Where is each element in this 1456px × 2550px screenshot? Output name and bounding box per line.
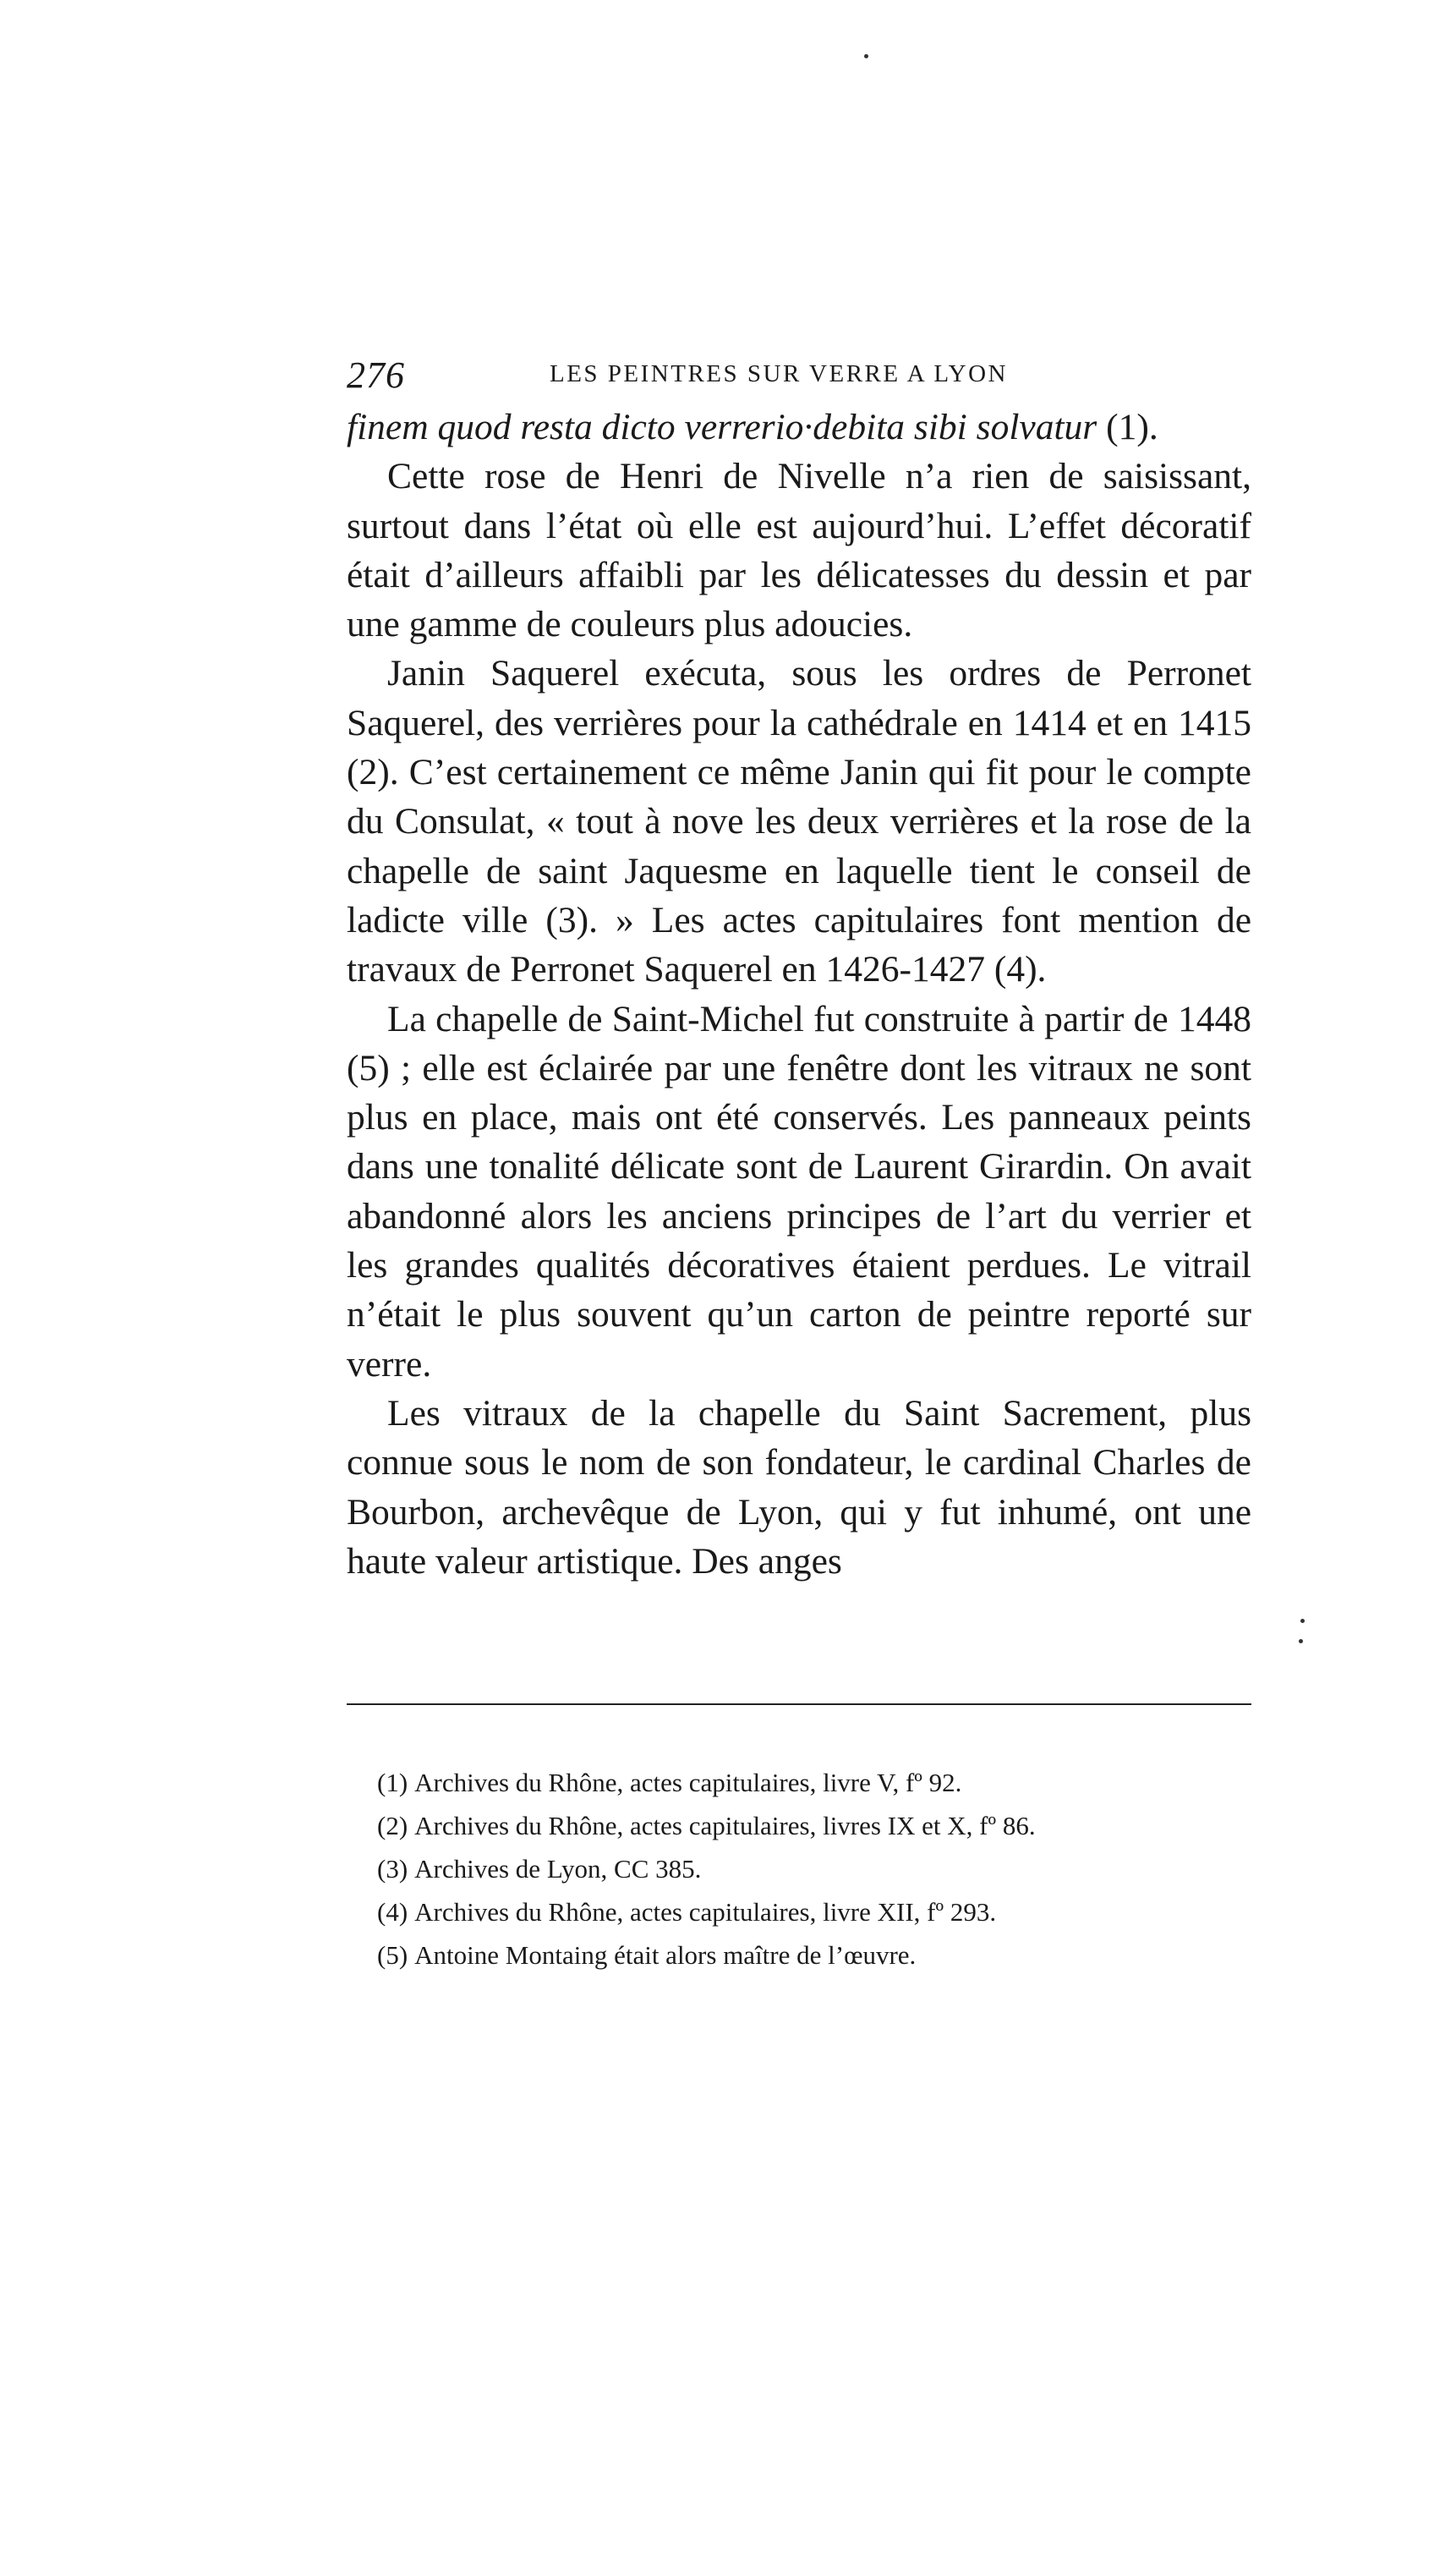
paragraph: La chapelle de Saint-Michel fut construite à partir de 1448 (5) ; elle est éclairée par une fenêtre dont les vitraux ne sont plus en place, mais ont été conservés. Les panneaux peints dans une tonalité délicate sont de Laurent Girardin. On avait abandonné alors les anciens principes de l’art du verrier et les grandes qualités décoratives étaient perdues. Le vitrail n’était le plus souvent qu’un carton de peintre reporté sur verre. bbox=[347, 998, 1251, 1385]
footnote-rule bbox=[347, 1703, 1251, 1705]
paragraph: Cette rose de Henri de Nivelle n’a rien de saisissant, surtout dans l’état où elle est aujourd’hui. L’effet décoratif était d’ailleurs affaibli par les délicatesses du dessin et par une gamme de couleurs plus adoucies. bbox=[347, 456, 1251, 645]
scan-speck bbox=[864, 54, 868, 58]
footnote bbox=[377, 1933, 1251, 1977]
footnote-text: Archives du Rhône, actes capitulaires, livres IX et X, fº 86. bbox=[414, 1811, 1036, 1840]
footnote-mark: (2) bbox=[377, 1811, 408, 1840]
footnote-mark: (5) bbox=[377, 1940, 408, 1970]
footnote-text: Antoine Montaing était alors maître de l’œuvre. bbox=[414, 1940, 917, 1970]
footnote bbox=[377, 1761, 1251, 1804]
footnote bbox=[377, 1804, 1251, 1847]
continuation-text: finem quod resta dicto verrerio·debita sibi solvatur bbox=[347, 407, 1097, 447]
scan-speck bbox=[1299, 1639, 1303, 1643]
page bbox=[347, 354, 1251, 1970]
page-number: 276 bbox=[347, 354, 405, 396]
paragraph: Janin Saquerel exécuta, sous les ordres de Perronet Saquerel, des verrières pour la cathédrale en 1414 et en 1415 (2). C’est certainement ce même Janin qui fit pour le compte du Consulat, « tout à nove les deux verrières et la rose de la chapelle de saint Jaquesme en laquelle tient le conseil de ladicte ville (3). » Les actes capitulaires font mention de travaux de Perronet Saquerel en 1426-1427 (4). bbox=[347, 653, 1251, 990]
running-head bbox=[347, 354, 1251, 396]
body-text bbox=[347, 403, 1251, 1586]
footnote-text: Archives du Rhône, actes capitulaires, livre V, fº 92. bbox=[414, 1768, 962, 1797]
footnote-text: Archives de Lyon, CC 385. bbox=[414, 1854, 702, 1884]
running-title: LES PEINTRES SUR VERRE A LYON bbox=[550, 360, 1008, 387]
footnote-mark: (3) bbox=[377, 1854, 408, 1884]
footnote bbox=[377, 1847, 1251, 1890]
paragraph: Les vitraux de la chapelle du Saint Sacrement, plus connue sous le nom de son fondateur, le cardinal Charles de Bourbon, archevêque de Lyon, qui y fut inhumé, ont une haute valeur artistique. Des anges bbox=[347, 1392, 1251, 1582]
footnote-text: Archives du Rhône, actes capitulaires, livre XII, fº 293. bbox=[414, 1897, 997, 1927]
scan-speck bbox=[1300, 1619, 1305, 1623]
footnote bbox=[377, 1890, 1251, 1933]
footnote-mark: (1) bbox=[377, 1768, 408, 1797]
footnotes bbox=[377, 1761, 1251, 1977]
paragraph-continuation bbox=[347, 403, 1251, 452]
footnote-mark: (4) bbox=[377, 1897, 408, 1927]
footnote-reference: (1). bbox=[1097, 407, 1158, 447]
